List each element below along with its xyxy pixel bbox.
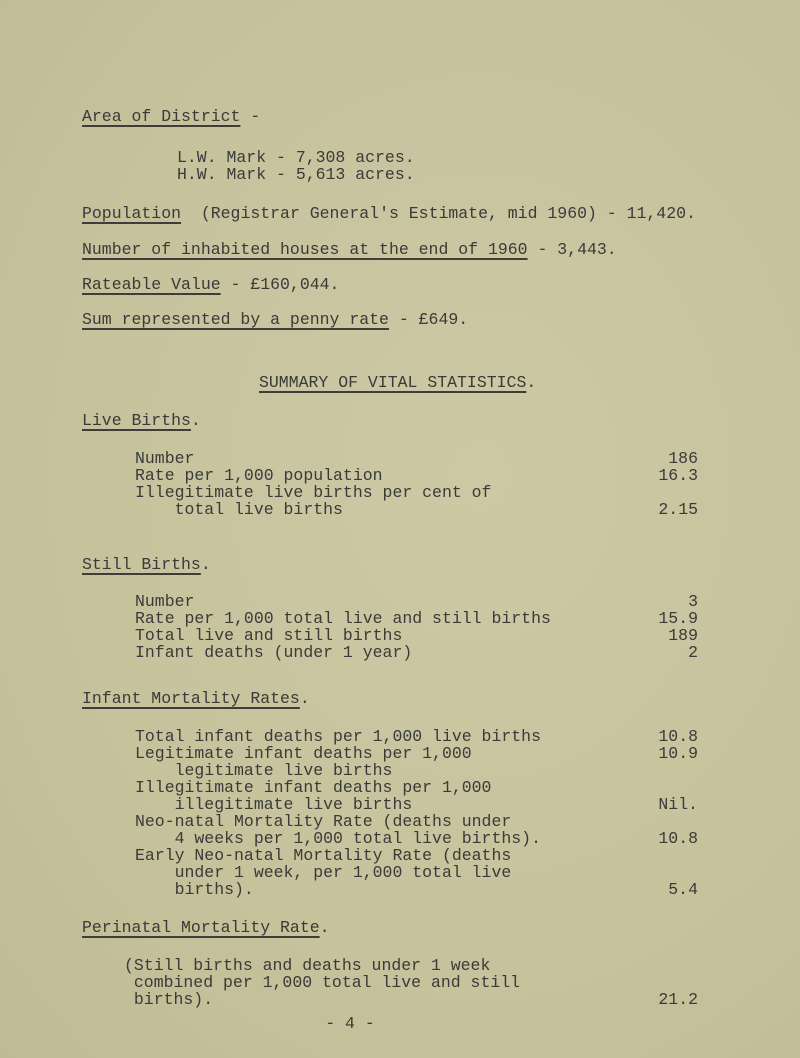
rateable-value-amount: - £160,044. [220, 275, 340, 294]
perinatal-label-3: births). [124, 990, 214, 1009]
live-births-illegit-label-1: Illegitimate live births per cent of [135, 483, 492, 502]
imr-legit-label-1: Legitimate infant deaths per 1,000 [135, 744, 472, 763]
imr-early-neonatal-value: 5.4 [668, 880, 698, 899]
rateable-value-label: Rateable Value [82, 275, 221, 294]
live-births-number-value: 186 [668, 449, 698, 468]
imr-neonatal-label-2: 4 weeks per 1,000 total live births). [135, 829, 541, 848]
page-number: - 4 - [325, 1014, 375, 1033]
population-line [82, 206, 696, 223]
houses-value: - 3,443. [527, 240, 617, 259]
imr-legit-label-2: legitimate live births [135, 761, 393, 780]
imr-total-label: Total infant deaths per 1,000 live births [135, 727, 541, 746]
area-heading: Area of District [82, 107, 241, 126]
imr-illegit-label-1: Illegitimate infant deaths per 1,000 [135, 778, 492, 797]
imr-legit-value: 10.9 [658, 744, 698, 763]
still-births-rate-value: 15.9 [658, 609, 698, 628]
penny-rate-line [82, 312, 468, 329]
population-label: Population [82, 204, 182, 223]
still-births-infant-deaths-value: 2 [688, 643, 698, 662]
imr-neonatal-value: 10.8 [658, 829, 698, 848]
perinatal-value: 21.2 [658, 990, 698, 1009]
perinatal-label-2: combined per 1,000 total live and still [124, 973, 521, 992]
still-births-number-label: Number [135, 592, 195, 611]
still-births-total-label: Total live and still births [135, 626, 403, 645]
houses-line [82, 242, 617, 259]
penny-rate-label: Sum represented by a penny rate [82, 310, 389, 329]
live-births-number-label: Number [135, 449, 195, 468]
still-births-number-value: 3 [688, 592, 698, 611]
still-births-rate-label: Rate per 1,000 total live and still births [135, 609, 551, 628]
penny-rate-amount: - £649. [388, 310, 469, 329]
rateable-value-line [82, 277, 339, 294]
population-value: (Registrar General's Estimate, mid 1960) - 11,420. [181, 204, 696, 223]
infant-mortality-heading: Infant Mortality Rates. [82, 689, 310, 708]
live-births-heading: Live Births. [82, 411, 201, 430]
imr-illegit-label-2: illegitimate live births [135, 795, 413, 814]
summary-title: SUMMARY OF VITAL STATISTICS. [259, 373, 537, 392]
houses-label: Number of inhabited houses at the end of 1960 [82, 240, 528, 259]
perinatal-heading: Perinatal Mortality Rate. [82, 918, 330, 937]
imr-neonatal-label-1: Neo-natal Mortality Rate (deaths under [135, 812, 512, 831]
live-births-rate-value: 16.3 [658, 466, 698, 485]
imr-early-neonatal-label-2: under 1 week, per 1,000 total live [135, 863, 512, 882]
area-lw-mark: L.W. Mark - 7,308 acres. [177, 148, 415, 167]
still-births-infant-deaths-label: Infant deaths (under 1 year) [135, 643, 413, 662]
still-births-total-value: 189 [668, 626, 698, 645]
imr-early-neonatal-label-1: Early Neo-natal Mortality Rate (deaths [135, 846, 512, 865]
still-births-heading: Still Births. [82, 555, 211, 574]
imr-early-neonatal-label-3: births). [135, 880, 254, 899]
live-births-illegit-label-2: total live births [135, 500, 343, 519]
perinatal-label-1: (Still births and deaths under 1 week [124, 956, 491, 975]
live-births-illegit-value: 2.15 [658, 500, 698, 519]
live-births-rate-label: Rate per 1,000 population [135, 466, 383, 485]
imr-total-value: 10.8 [658, 727, 698, 746]
imr-illegit-value: Nil. [658, 795, 698, 814]
area-heading-line: Area of District - [82, 107, 261, 126]
area-hw-mark: H.W. Mark - 5,613 acres. [177, 165, 415, 184]
